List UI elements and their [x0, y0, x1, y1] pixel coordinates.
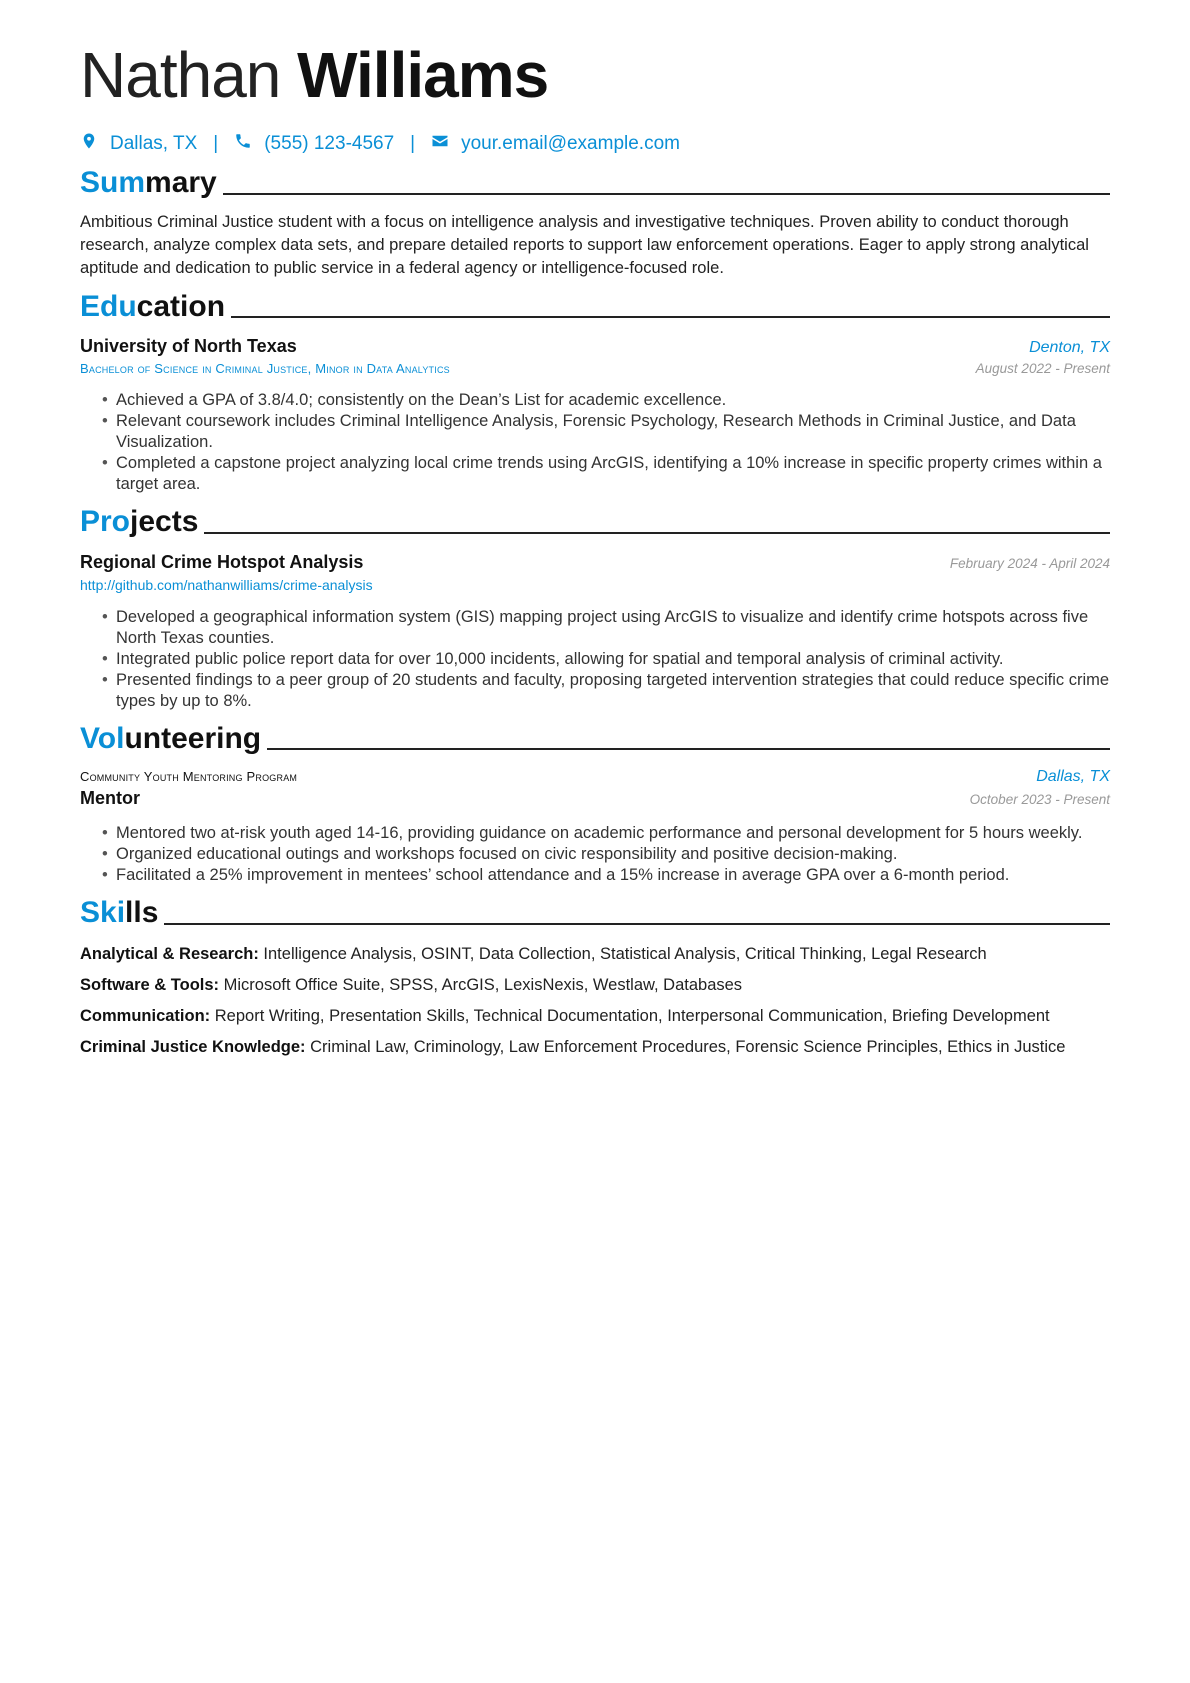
education-entry — [80, 336, 1110, 495]
contact-separator: | — [213, 133, 219, 155]
project-dates: February 2024 - April 2024 — [949, 555, 1110, 571]
skills-list — [80, 943, 1110, 1058]
section-divider — [223, 193, 1110, 195]
volunteer-role: Mentor — [80, 788, 140, 809]
phone-text: (555) 123-4567 — [264, 133, 395, 155]
school-name: University of North Texas — [80, 336, 297, 357]
skill-values: Report Writing, Presentation Skills, Technical Documentation, Interpersonal Communication, Briefing Development — [214, 1006, 1050, 1025]
list-item: • Completed a capstone project analyzing local crime trends using ArcGIS, identifying a 10% increase in specific property crimes within a target area. — [116, 453, 1110, 495]
project-name: Regional Crime Hotspot Analysis — [80, 551, 364, 572]
envelope-icon — [431, 132, 449, 156]
section-title: Education — [80, 289, 226, 323]
education-bullets — [80, 390, 1110, 495]
projects-heading — [80, 505, 1110, 540]
section-divider — [231, 316, 1110, 318]
education-dates: August 2022 - Present — [975, 361, 1110, 377]
section-title: Volunteering — [80, 721, 262, 755]
section-title: Skills — [80, 896, 159, 930]
degree: Bachelor of Science in Criminal Justice, Minor in Data Analytics — [80, 361, 450, 377]
section-divider — [164, 923, 1110, 925]
phone-icon — [234, 132, 252, 156]
skill-values: Microsoft Office Suite, SPSS, ArcGIS, LexisNexis, Westlaw, Databases — [223, 975, 743, 994]
list-item: • Organized educational outings and workshops focused on civic responsibility and positive decision-making. — [116, 844, 1110, 865]
project-link[interactable]: http://github.com/nathanwilliams/crime-analysis — [80, 576, 373, 593]
list-item: • Mentored two at-risk youth aged 14-16, providing guidance on academic performance and personal development for 5 hours weekly. — [116, 823, 1110, 844]
skill-row — [80, 1036, 1110, 1058]
skill-category: Software & Tools: — [80, 975, 220, 994]
section-title: Summary — [80, 166, 217, 200]
skills-heading — [80, 896, 1110, 931]
education-heading — [80, 290, 1110, 325]
skill-row — [80, 1005, 1110, 1027]
list-item: • Achieved a GPA of 3.8/4.0; consistently on the Dean’s List for academic excellence. — [116, 390, 1110, 411]
summary-text: Ambitious Criminal Justice student with a focus on intelligence analysis and investigative techniques. Proven ability to conduct thorough research, analyze complex data sets, and prepare detailed reports to support law enforcement operations. Eager to apply strong analytical aptitude and dedication to public service in a federal agency or intelligence-focused role. — [80, 212, 1089, 277]
list-item: • Integrated public police report data for over 10,000 incidents, allowing for spatial and temporal analysis of criminal activity. — [116, 649, 1110, 670]
last-name: Williams — [297, 39, 549, 111]
candidate-name — [80, 40, 1110, 110]
section-divider — [204, 532, 1110, 534]
skill-row — [80, 943, 1110, 965]
skill-category: Analytical & Research: — [80, 944, 259, 963]
volunteering-heading — [80, 722, 1110, 757]
skill-values: Criminal Law, Criminology, Law Enforcement Procedures, Forensic Science Principles, Ethics in Justice — [310, 1037, 1066, 1056]
section-title: Projects — [80, 505, 199, 539]
list-item: • Relevant coursework includes Criminal Intelligence Analysis, Forensic Psychology, Research Methods in Criminal Justice, and Data Visualization. — [116, 411, 1110, 453]
volunteering-location: Dallas, TX — [1036, 768, 1110, 786]
skill-row — [80, 974, 1110, 996]
organization-name: Community Youth Mentoring Program — [80, 769, 298, 785]
list-item: • Facilitated a 25% improvement in mentees’ school attendance and a 15% increase in average GPA over a 6-month period. — [116, 865, 1110, 886]
skill-values: Intelligence Analysis, OSINT, Data Collection, Statistical Analysis, Critical Thinking, Legal Research — [263, 944, 987, 963]
volunteering-dates: October 2023 - Present — [969, 792, 1110, 808]
school-location: Denton, TX — [1029, 339, 1110, 357]
contact-email[interactable] — [431, 132, 680, 156]
email-text: your.email@example.com — [461, 133, 680, 155]
volunteering-entry — [80, 768, 1110, 886]
first-name: Nathan — [80, 39, 281, 111]
skill-category: Communication: — [80, 1006, 211, 1025]
summary-heading — [80, 166, 1110, 201]
volunteering-bullets — [80, 823, 1110, 886]
contact-separator: | — [410, 133, 416, 155]
skill-category: Criminal Justice Knowledge: — [80, 1037, 306, 1056]
project-bullets — [80, 607, 1110, 712]
project-entry — [80, 552, 1110, 712]
list-item: • Developed a geographical information system (GIS) mapping project using ArcGIS to visualize and identify crime hotspots across five North Texas counties. — [116, 607, 1110, 649]
contact-bar — [80, 132, 1110, 156]
section-divider — [267, 748, 1110, 750]
location-text: Dallas, TX — [110, 133, 198, 155]
list-item: • Presented findings to a peer group of 20 students and faculty, proposing targeted intervention strategies that could reduce specific crime types by up to 8%. — [116, 670, 1110, 712]
contact-location — [80, 132, 197, 156]
contact-phone[interactable] — [234, 132, 394, 156]
map-marker-icon — [80, 132, 98, 156]
